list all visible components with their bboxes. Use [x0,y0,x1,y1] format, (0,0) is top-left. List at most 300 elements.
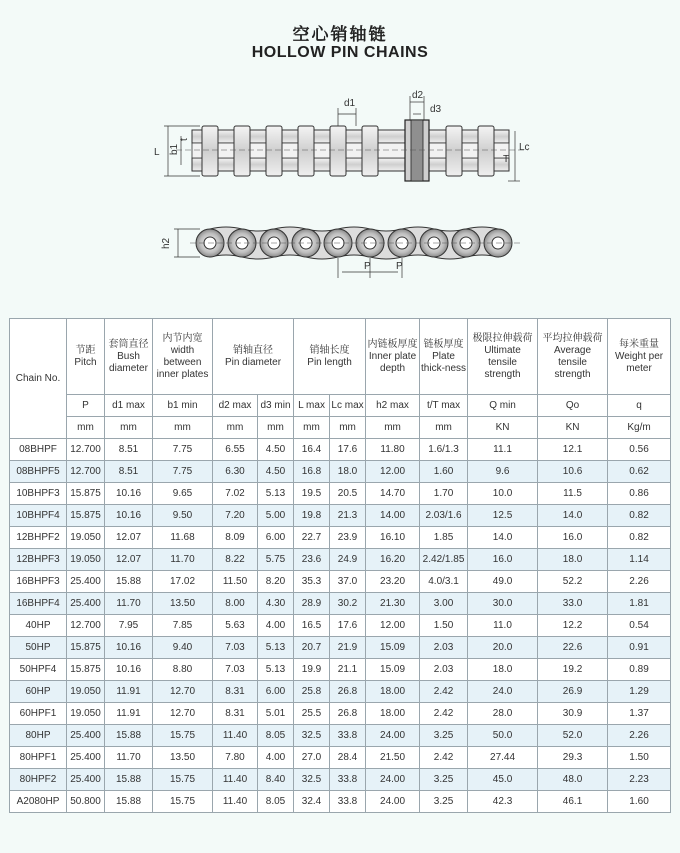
header-cn-text: 平均拉伸载荷 [542,332,603,344]
table-cell: 11.1 [468,439,538,461]
table-cell: 32.5 [294,769,330,791]
table-cell: 15.09 [366,659,420,681]
table-cell: 4.0/3.1 [420,571,468,593]
header-en-text: Pitch [74,356,97,368]
table-cell: 7.02 [213,483,258,505]
chain-number-cell: 16BHPF4 [10,593,67,615]
table-cell: 16.8 [294,461,330,483]
label-d2: d2 [412,90,424,101]
header-en-text: Ultimate tensile strength [484,344,521,380]
header-group-11 [608,319,671,395]
label-pitch-2: P [396,261,403,272]
table-cell: 12.07 [105,549,153,571]
chain-technical-drawing [0,80,680,315]
table-cell: 6.55 [213,439,258,461]
header-unit: KN [538,417,608,439]
table-cell: 0.91 [608,637,671,659]
table-cell: 2.23 [608,769,671,791]
table-cell: 15.875 [67,483,105,505]
table-cell: 9.50 [153,505,213,527]
table-cell: 12.07 [105,527,153,549]
table-cell: 1.81 [608,593,671,615]
table-cell: 7.85 [153,615,213,637]
table-row [10,681,671,703]
header-chain-no: Chain No. [10,319,67,439]
header-symbol: d1 max [105,395,153,417]
header-cn-text: 极限拉伸载荷 [472,332,533,344]
table-cell: 1.37 [608,703,671,725]
header-cn-text: 每米重量 [619,338,660,350]
table-row [10,439,671,461]
table-cell: 12.2 [538,615,608,637]
table-cell: 12.700 [67,615,105,637]
header-en-text: Pin diameter [224,356,282,368]
table-cell: 1.50 [608,747,671,769]
table-cell: 6.00 [258,527,294,549]
table-cell: 12.5 [468,505,538,527]
table-cell: 15.75 [153,769,213,791]
table-cell: 20.0 [468,637,538,659]
table-cell: 16.0 [468,549,538,571]
table-cell: 19.050 [67,703,105,725]
table-cell: 17.02 [153,571,213,593]
table-cell: 2.26 [608,571,671,593]
table-cell: 20.7 [294,637,330,659]
header-group-0 [67,319,105,395]
table-row [10,659,671,681]
table-cell: 18.00 [366,681,420,703]
table-cell: 12.700 [67,461,105,483]
table-cell: 0.86 [608,483,671,505]
table-cell: 8.31 [213,703,258,725]
header-unit: KN [468,417,538,439]
header-unit: mm [67,417,105,439]
chain-number-cell: 10BHPF4 [10,505,67,527]
table-cell: 10.6 [538,461,608,483]
label-t: t [179,138,190,141]
header-group-7 [366,319,420,395]
table-cell: 24.00 [366,725,420,747]
table-cell: 10.16 [105,483,153,505]
label-T: T [503,154,510,165]
table-row [10,791,671,813]
table-cell: 2.42 [420,703,468,725]
table-cell: 3.25 [420,769,468,791]
header-en-text: Pin length [307,356,352,368]
header-cn-text: 内链板厚度 [367,338,418,350]
chain-top-view [176,120,528,181]
table-cell: 7.20 [213,505,258,527]
table-row [10,461,671,483]
table-cell: 15.875 [67,505,105,527]
chain-number-cell: 12BHPF3 [10,549,67,571]
table-row [10,637,671,659]
chain-number-cell: 16BHPF3 [10,571,67,593]
table-row [10,505,671,527]
table-cell: 8.00 [213,593,258,615]
table-cell: 19.2 [538,659,608,681]
header-unit: Kg/m [608,417,671,439]
chain-number-cell: 60HP [10,681,67,703]
table-cell: 0.82 [608,527,671,549]
table-cell: 13.50 [153,747,213,769]
table-cell: 16.10 [366,527,420,549]
table-cell: 4.50 [258,439,294,461]
table-cell: 13.50 [153,593,213,615]
table-cell: 49.0 [468,571,538,593]
table-cell: 15.75 [153,725,213,747]
header-symbol: Lc max [330,395,366,417]
chain-number-cell: 80HPF2 [10,769,67,791]
table-cell: 9.40 [153,637,213,659]
table-cell: 23.20 [366,571,420,593]
table-cell: 15.88 [105,791,153,813]
table-cell: 3.25 [420,725,468,747]
table-cell: 45.0 [468,769,538,791]
table-cell: 10.16 [105,505,153,527]
table-cell: 2.42/1.85 [420,549,468,571]
header-symbol: Q min [468,395,538,417]
table-cell: 21.50 [366,747,420,769]
header-cn-text: 销轴长度 [309,344,350,356]
table-cell: 1.50 [420,615,468,637]
header-cn-text: 销轴直径 [233,344,273,356]
table-cell: 2.42 [420,681,468,703]
table-cell: 7.03 [213,637,258,659]
table-cell: 32.4 [294,791,330,813]
table-cell: 19.050 [67,549,105,571]
table-cell: 16.4 [294,439,330,461]
table-cell: 23.9 [330,527,366,549]
header-symbol: d3 min [258,395,294,417]
table-cell: 1.14 [608,549,671,571]
table-cell: 1.60 [608,791,671,813]
chain-number-cell: 60HPF1 [10,703,67,725]
table-cell: 11.50 [213,571,258,593]
table-cell: 23.6 [294,549,330,571]
table-cell: 27.44 [468,747,538,769]
table-cell: 25.8 [294,681,330,703]
table-cell: 4.50 [258,461,294,483]
table-cell: 5.13 [258,659,294,681]
table-cell: 30.0 [468,593,538,615]
table-cell: 26.9 [538,681,608,703]
table-cell: 6.30 [213,461,258,483]
table-row [10,703,671,725]
table-cell: 20.5 [330,483,366,505]
table-cell: 50.800 [67,791,105,813]
table-cell: 8.40 [258,769,294,791]
table-cell: 4.00 [258,747,294,769]
table-cell: 12.70 [153,703,213,725]
table-cell: 19.050 [67,527,105,549]
table-row [10,549,671,571]
table-cell: 10.0 [468,483,538,505]
table-cell: 15.875 [67,659,105,681]
table-cell: 28.0 [468,703,538,725]
header-symbol: P [67,395,105,417]
header-group-1 [105,319,153,395]
header-unit: mm [294,417,330,439]
table-cell: 11.80 [366,439,420,461]
header-unit: mm [153,417,213,439]
table-cell: 18.0 [468,659,538,681]
table-row [10,527,671,549]
table-cell: 52.2 [538,571,608,593]
table-cell: 0.62 [608,461,671,483]
table-cell: 11.40 [213,725,258,747]
table-cell: 7.75 [153,439,213,461]
table-cell: 7.95 [105,615,153,637]
header-unit: mm [105,417,153,439]
table-cell: 1.60 [420,461,468,483]
header-symbol: Qo [538,395,608,417]
table-cell: 0.82 [608,505,671,527]
table-cell: 14.0 [468,527,538,549]
table-cell: 8.51 [105,461,153,483]
table-cell: 11.91 [105,681,153,703]
header-group-8 [420,319,468,395]
table-cell: 11.68 [153,527,213,549]
table-cell: 12.00 [366,461,420,483]
title-english: HOLLOW PIN CHAINS [251,44,429,61]
table-cell: 5.00 [258,505,294,527]
header-unit: mm [258,417,294,439]
header-en-text: Bush diameter [109,350,148,374]
table-cell: 21.3 [330,505,366,527]
table-cell: 27.0 [294,747,330,769]
table-cell: 3.25 [420,791,468,813]
table-cell: 1.85 [420,527,468,549]
table-cell: 0.54 [608,615,671,637]
header-group-5 [294,319,366,395]
table-cell: 16.0 [538,527,608,549]
table-cell: 5.63 [213,615,258,637]
table-cell: 15.88 [105,725,153,747]
table-cell: 5.13 [258,483,294,505]
table-cell: 3.00 [420,593,468,615]
label-b1: b1 [169,143,180,155]
table-cell: 12.00 [366,615,420,637]
table-cell: 11.70 [105,593,153,615]
table-cell: 11.40 [213,791,258,813]
chain-number-cell: 08BHPF [10,439,67,461]
table-cell: 14.70 [366,483,420,505]
table-cell: 33.8 [330,791,366,813]
table-cell: 46.1 [538,791,608,813]
table-cell: 15.88 [105,769,153,791]
header-unit: mm [330,417,366,439]
table-cell: 6.00 [258,681,294,703]
table-cell: 24.9 [330,549,366,571]
table-cell: 8.80 [153,659,213,681]
chain-side-view [190,227,520,259]
header-en-text: width between inner plates [156,344,209,380]
table-cell: 42.3 [468,791,538,813]
table-cell: 21.30 [366,593,420,615]
table-cell: 21.9 [330,637,366,659]
table-row [10,593,671,615]
table-cell: 2.42 [420,747,468,769]
table-cell: 8.31 [213,681,258,703]
chain-number-cell: 80HPF1 [10,747,67,769]
table-cell: 15.88 [105,571,153,593]
label-Lc: Lc [519,142,530,153]
table-cell: 8.05 [258,791,294,813]
table-row [10,769,671,791]
table-cell: 28.4 [330,747,366,769]
header-en-text: Inner plate depth [368,350,417,374]
table-cell: 15.75 [153,791,213,813]
header-group-2 [153,319,213,395]
table-cell: 19.050 [67,681,105,703]
header-unit: mm [366,417,420,439]
table-cell: 22.6 [538,637,608,659]
table-cell: 17.6 [330,615,366,637]
table-cell: 28.9 [294,593,330,615]
table-cell: 16.20 [366,549,420,571]
table-cell: 25.400 [67,747,105,769]
table-cell: 19.5 [294,483,330,505]
table-cell: 26.8 [330,703,366,725]
table-cell: 33.8 [330,769,366,791]
table-cell: 12.700 [67,439,105,461]
table-cell: 12.70 [153,681,213,703]
table-cell: 11.70 [153,549,213,571]
table-cell: 30.9 [538,703,608,725]
table-cell: 24.00 [366,769,420,791]
label-h2: h2 [161,237,172,249]
table-cell: 19.8 [294,505,330,527]
header-symbol: d2 max [213,395,258,417]
table-cell: 8.51 [105,439,153,461]
label-d3: d3 [430,104,442,115]
table-cell: 35.3 [294,571,330,593]
table-cell: 24.00 [366,791,420,813]
table-cell: 11.5 [538,483,608,505]
chain-number-cell: 80HP [10,725,67,747]
header-symbol: q [608,395,671,417]
table-cell: 0.56 [608,439,671,461]
chain-number-cell: 12BHPF2 [10,527,67,549]
label-L: L [154,147,160,158]
table-cell: 25.400 [67,725,105,747]
table-cell: 18.0 [330,461,366,483]
table-cell: 7.80 [213,747,258,769]
table-row [10,483,671,505]
header-symbol: t/T max [420,395,468,417]
table-cell: 0.89 [608,659,671,681]
table-cell: 5.75 [258,549,294,571]
table-cell: 14.00 [366,505,420,527]
chain-number-cell: 10BHPF3 [10,483,67,505]
table-cell: 21.1 [330,659,366,681]
table-cell: 10.16 [105,659,153,681]
table-cell: 7.75 [153,461,213,483]
label-d1: d1 [344,98,356,109]
table-cell: 4.00 [258,615,294,637]
table-cell: 32.5 [294,725,330,747]
table-row [10,725,671,747]
table-cell: 14.0 [538,505,608,527]
table-cell: 2.03 [420,637,468,659]
chain-number-cell: A2080HP [10,791,67,813]
header-symbol: L max [294,395,330,417]
table-cell: 11.0 [468,615,538,637]
table-cell: 24.0 [468,681,538,703]
table-cell: 25.400 [67,571,105,593]
table-row [10,747,671,769]
table-cell: 11.40 [213,769,258,791]
header-cn-text: 节距 [75,344,96,356]
header-unit: mm [213,417,258,439]
table-cell: 29.3 [538,747,608,769]
table-cell: 11.70 [105,747,153,769]
header-en-text: Plate thick-ness [421,350,467,374]
header-group-9 [468,319,538,395]
table-cell: 7.03 [213,659,258,681]
table-cell: 8.09 [213,527,258,549]
table-row [10,571,671,593]
table-cell: 12.1 [538,439,608,461]
table-cell: 5.13 [258,637,294,659]
chain-number-cell: 50HP [10,637,67,659]
chain-number-cell: 08BHPF5 [10,461,67,483]
chain-number-cell: 50HPF4 [10,659,67,681]
table-cell: 30.2 [330,593,366,615]
label-pitch-1: P [364,261,371,272]
table-cell: 33.8 [330,725,366,747]
title-chinese: 空心销轴链 [292,25,388,45]
table-cell: 52.0 [538,725,608,747]
header-unit: mm [420,417,468,439]
header-cn-text: 链板厚度 [423,338,464,350]
table-cell: 22.7 [294,527,330,549]
header-en-text: Weight per meter [614,350,664,374]
table-cell: 2.26 [608,725,671,747]
table-cell: 19.9 [294,659,330,681]
table-cell: 25.400 [67,593,105,615]
table-cell: 26.8 [330,681,366,703]
table-cell: 11.91 [105,703,153,725]
table-cell: 1.6/1.3 [420,439,468,461]
table-cell: 25.5 [294,703,330,725]
specifications-table [9,318,671,813]
header-symbol: h2 max [366,395,420,417]
table-cell: 10.16 [105,637,153,659]
chain-number-cell: 40HP [10,615,67,637]
table-cell: 2.03 [420,659,468,681]
table-cell: 8.05 [258,725,294,747]
table-cell: 15.875 [67,637,105,659]
table-cell: 8.22 [213,549,258,571]
table-cell: 17.6 [330,439,366,461]
table-cell: 4.30 [258,593,294,615]
table-cell: 33.0 [538,593,608,615]
table-cell: 2.03/1.6 [420,505,468,527]
table-cell: 50.0 [468,725,538,747]
header-cn-text: 套筒直径 [108,338,149,350]
table-cell: 15.09 [366,637,420,659]
table-cell: 48.0 [538,769,608,791]
table-cell: 25.400 [67,769,105,791]
table-cell: 8.20 [258,571,294,593]
header-group-10 [538,319,608,395]
table-cell: 18.00 [366,703,420,725]
table-cell: 16.5 [294,615,330,637]
header-cn-text: 内节内宽 [162,332,203,344]
table-row [10,615,671,637]
